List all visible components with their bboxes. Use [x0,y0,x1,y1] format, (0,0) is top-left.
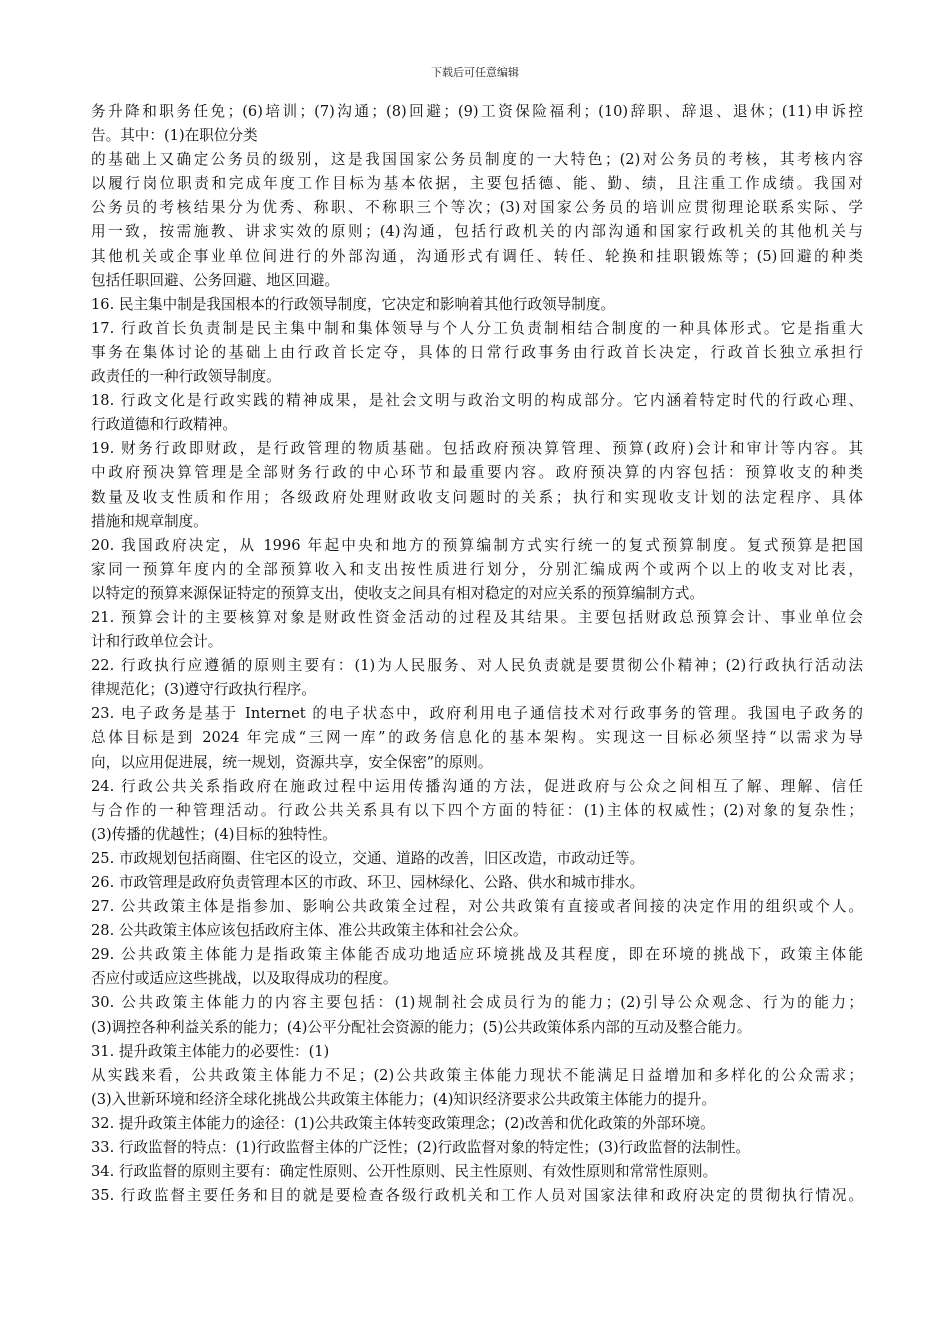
text-line: 27. 公共政策主体是指参加、影响公共政策全过程，对公共政策有直接或者间接的决定作用的组织或个人。 [91,898,863,916]
text-line: 22. 行政执行应遵循的原则主要有：(1)为人民服务、对人民负责就是要贯彻公仆精神；(2)行政执行活动法 [91,657,863,675]
text-line: (3)传播的优越性；(4)目标的独特性。 [91,825,337,843]
text-line: 从实践来看，公共政策主体能力不足；(2)公共政策主体能力现状不能满足日益增加和多样化的公众需求； [91,1066,863,1084]
text-line: 26. 市政管理是政府负责管理本区的市政、环卫、园林绿化、公路、供水和城市排水。 [91,874,645,891]
text-line: 计和行政单位会计。 [91,633,223,651]
text-line: 措施和规章制度。 [91,512,208,530]
text-line: 家同一预算年度内的全部预算收入和支出按性质进行划分，分别汇编成两个或两个以上的收支对比表， [91,560,863,578]
text-line: 18. 行政文化是行政实践的精神成果，是社会文明与政治文明的构成部分。它内涵着特定时代的行政心理、 [91,392,863,410]
text-line: 31. 提升政策主体能力的必要性：(1) [91,1042,330,1060]
text-line: 的基础上又确定公务员的级别，这是我国国家公务员制度的一大特色；(2)对公务员的考核，其考核内容 [91,151,863,169]
text-line: 21. 预算会计的主要核算对象是财政性资金活动的过程及其结果。主要包括财政总预算会计、事业单位会 [91,608,863,626]
document-body [91,100,863,1208]
text-line: 公务员的考核结果分为优秀、称职、不称职三个等次；(3)对国家公务员的培训应贯彻理论联系实际、学 [91,199,863,217]
text-line: 否应付或适应这些挑战，以及取得成功的程度。 [91,970,398,988]
text-line: (3)入世新环境和经济全球化挑战公共政策主体能力；(4)知识经济要求公共政策主体能力的提升。 [91,1090,717,1108]
text-line: (3)调控各种利益关系的能力；(4)公平分配社会资源的能力；(5)公共政策体系内部的互动及整合能力。 [91,1018,752,1036]
text-line: 向，以应用促进展，统一规划，资源共享，安全保密”的原则。 [91,753,493,771]
text-line: 行政道德和行政精神。 [91,416,237,434]
text-line: 23. 电子政务是基于 Internet 的电子状态中，政府利用电子通信技术对行政事务的管理。我国电子政务的 [91,705,863,723]
text-line: 告。其中：(1)在职位分类 [91,127,258,145]
text-line: 34. 行政监督的原则主要有：确定性原则、公开性原则、民主性原则、有效性原则和常常性原则。 [91,1163,718,1181]
text-line: 25. 市政规划包括商圈、住宅区的设立，交通、道路的改善，旧区改造，市政动迁等。 [91,849,645,867]
text-line: 33. 行政监督的特点：(1)行政监督主体的广泛性；(2)行政监督对象的特定性；(3)行政监督的法制性。 [91,1139,751,1157]
text-line: 28. 公共政策主体应该包括政府主体、准公共政策主体和社会公众。 [91,922,528,940]
text-line: 24. 行政公共关系指政府在施政过程中运用传播沟通的方法，促进政府与公众之间相互了解、理解、信任 [91,777,863,795]
text-line: 以履行岗位职责和完成年度工作目标为基本依据，主要包括德、能、勤、绩，且注重工作成绩。我国对 [91,175,863,193]
text-line: 19. 财务行政即财政，是行政管理的物质基础。包括政府预决算管理、预算(政府)会计和审计等内容。其 [91,440,863,458]
text-line: 与合作的一种管理活动。行政公共关系具有以下四个方面的特征：(1)主体的权威性；(2)对象的复杂性； [91,801,863,819]
text-line: 30. 公共政策主体能力的内容主要包括：(1)规制社会成员行为的能力；(2)引导公众观念、行为的能力； [91,994,863,1012]
text-line: 17. 行政首长负责制是民主集中制和集体领导与个人分工负责制相结合制度的一种具体形式。它是指重大 [91,319,863,337]
text-line: 总体目标是到 2024 年完成“三网一库”的政务信息化的基本架构。实现这一目标必须坚持“以需求为导 [91,729,863,747]
text-line: 事务在集体讨论的基础上由行政首长定夺，具体的日常行政事务由行政首长决定，行政首长独立承担行 [91,343,863,361]
text-line: 包括任职回避、公务回避、地区回避。 [91,271,340,289]
text-line: 用一致，按需施教、讲求实效的原则；(4)沟通，包括行政机关的内部沟通和国家行政机关的其他机关与 [91,223,863,241]
page-header: 下载后可任意编辑 [431,66,519,79]
text-line: 以特定的预算来源保证特定的预算支出，使收支之间具有相对稳定的对应关系的预算编制方式。 [91,584,704,602]
text-line: 29. 公共政策主体能力是指政策主体能否成功地适应环境挑战及其程度，即在环境的挑战下，政策主体能 [91,946,863,964]
text-line: 35. 行政监督主要任务和目的就是要检查各级行政机关和工作人员对国家法律和政府决定的贯彻执行情况。 [91,1187,863,1205]
text-line: 中政府预决算管理是全部财务行政的中心环节和最重要内容。政府预决算的内容包括：预算收支的种类 [91,464,863,482]
text-line: 律规范化；(3)遵守行政执行程序。 [91,681,316,699]
text-line: 务升降和职务任免；(6)培训；(7)沟通；(8)回避；(9)工资保险福利；(10)辞职、辞退、退休；(11)申诉控 [91,103,863,120]
text-line: 其他机关或企事业单位间进行的外部沟通，沟通形式有调任、转任、轮换和挂职锻炼等；(5)回避的种类 [91,247,863,265]
text-line: 32. 提升政策主体能力的途径：(1)公共政策主体转变政策理念；(2)改善和优化政策的外部环境。 [91,1114,715,1132]
text-line: 20. 我国政府决定，从 1996 年起中央和地方的预算编制方式实行统一的复式预算制度。复式预算是把国 [91,536,863,554]
text-line: 政责任的一种行政领导制度。 [91,368,281,386]
text-line: 16. 民主集中制是我国根本的行政领导制度，它决定和影响着其他行政领导制度。 [91,295,616,313]
text-line: 数量及收支性质和作用；各级政府处理财政收支问题时的关系；执行和实现收支计划的法定程序、具体 [91,488,863,506]
